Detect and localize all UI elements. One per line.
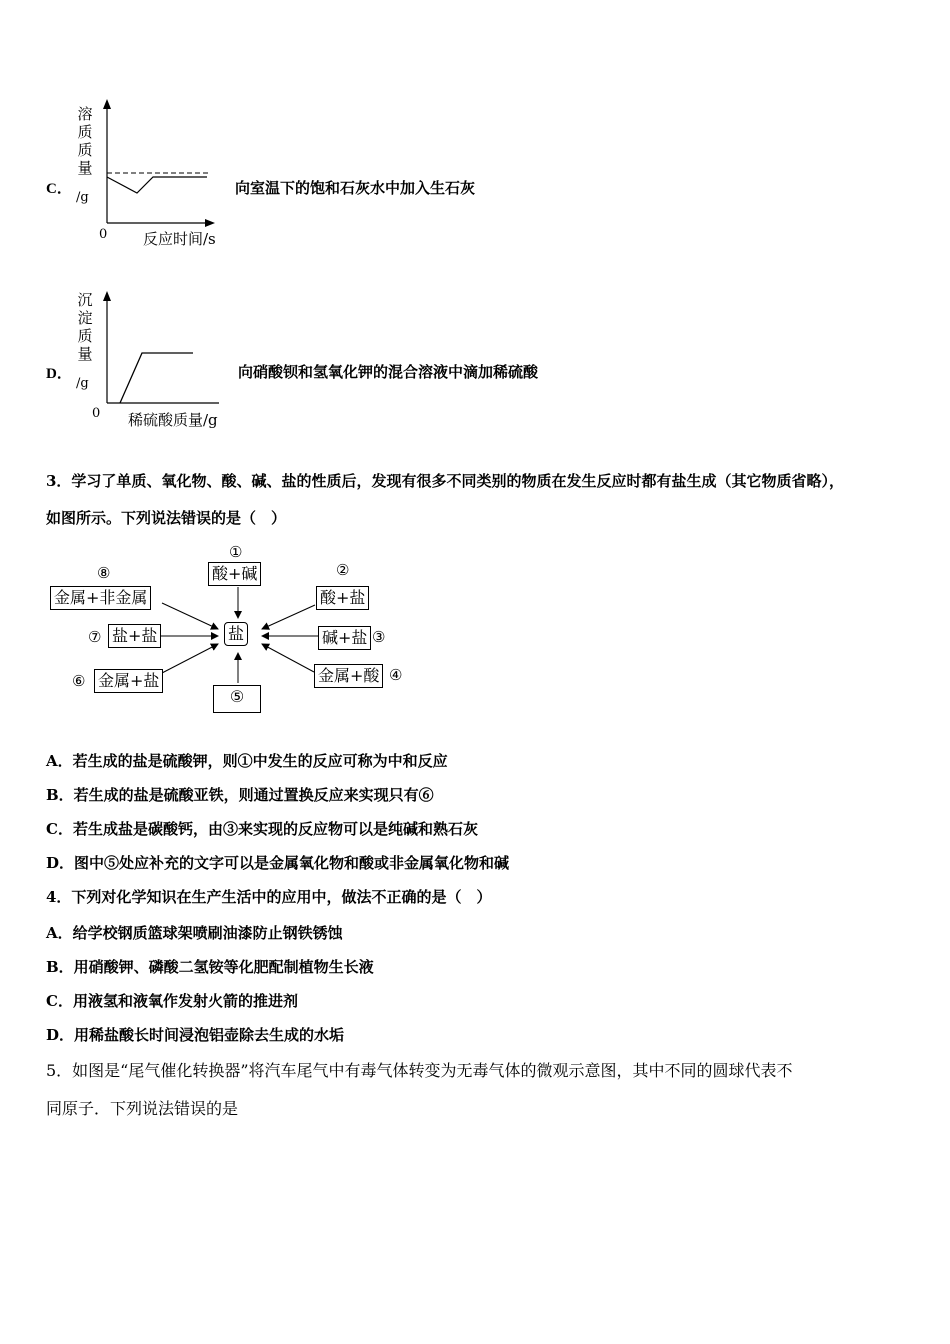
graph-d (95, 283, 225, 413)
option-c-letter: C． (46, 181, 72, 197)
box-4: 金属+酸 (314, 664, 383, 688)
arrow-2 (262, 605, 315, 629)
x-axis-label: 稀硫酸质量/g (128, 411, 218, 429)
y-axis-arrow (103, 99, 111, 109)
q4-option-c: C．用液氢和液氧作发射火箭的推进剂 (46, 992, 298, 1010)
option-d-description: 向硝酸钡和氢氧化钾的混合溶液中滴加稀硫酸 (238, 363, 539, 381)
label-4: ④ (389, 666, 403, 684)
q4-stem: 4．下列对化学知识在生产生活中的应用中，做法不正确的是（ ） (46, 888, 492, 906)
data-curve (120, 353, 193, 403)
label-6: ⑥ (72, 672, 86, 690)
label-7: ⑦ (88, 628, 102, 646)
arrow-8 (162, 603, 218, 629)
origin-label: 0 (99, 227, 108, 242)
label-2: ② (336, 561, 350, 579)
box-6: 金属+盐 (94, 669, 163, 693)
option-c-description: 向室温下的饱和石灰水中加入生石灰 (235, 179, 476, 197)
label-8: ⑧ (97, 564, 111, 582)
box-7: 盐+盐 (108, 624, 161, 648)
label-1: ① (229, 543, 243, 561)
q3-stem-line1: 3．学习了单质、氧化物、酸、碱、盐的性质后，发现有很多不同类别的物质在发生反应时都有盐生成（其它物质省略）， (46, 472, 844, 490)
q5-stem-line2: 同原子．下列说法错误的是 (46, 1099, 239, 1118)
box-8: 金属+非金属 (50, 586, 151, 610)
y-axis-label: 溶 质 质 量 (77, 105, 93, 177)
y-axis-unit: /g (76, 190, 89, 205)
q5-stem-line1: 5．如图是“尾气催化转换器”将汽车尾气中有毒气体转变为无毒气体的微观示意图，其中不同的圆球代表不 (46, 1061, 793, 1080)
q4-option-a: A．给学校钢质篮球架喷刷油漆防止钢铁锈蚀 (46, 924, 343, 942)
label-3: ③ (372, 628, 386, 646)
data-curve (107, 177, 207, 193)
q3-option-a: A．若生成的盐是硫酸钾，则①中发生的反应可称为中和反应 (46, 752, 448, 770)
q4-option-b: B．用硝酸钾、磷酸二氢铵等化肥配制植物生长液 (46, 958, 374, 976)
q4-option-d: D．用稀盐酸长时间浸泡铝壶除去生成的水垢 (46, 1026, 345, 1044)
box-5: ⑤ (213, 685, 261, 713)
y-axis-label: 沉 淀 质 量 (77, 291, 93, 363)
center-box-salt: 盐 (224, 622, 248, 646)
y-axis-unit: /g (76, 376, 89, 391)
option-c (0, 95, 600, 255)
x-axis-label: 反应时间/s (143, 230, 216, 248)
q3-option-d: D．图中⑤处应补充的文字可以是金属氧化物和酸或非金属氧化物和碱 (46, 854, 510, 872)
arrow-6 (162, 644, 218, 673)
y-axis-arrow (103, 291, 111, 301)
option-d (0, 283, 600, 443)
graph-c (95, 95, 225, 230)
box-1: 酸+碱 (208, 562, 261, 586)
origin-label: 0 (92, 406, 101, 421)
option-d-letter: D． (46, 366, 72, 382)
q3-option-b: B．若生成的盐是硫酸亚铁，则通过置换反应来实现只有⑥ (46, 786, 434, 804)
x-axis-arrow (205, 219, 215, 227)
q3-diagram (0, 540, 420, 720)
q3-stem-line2: 如图所示。下列说法错误的是（ ） (46, 509, 287, 527)
q3-option-c: C．若生成盐是碳酸钙，由③来实现的反应物可以是纯碱和熟石灰 (46, 820, 478, 838)
box-3: 碱+盐 (318, 626, 371, 650)
arrow-4 (262, 644, 314, 672)
box-2: 酸+盐 (316, 586, 369, 610)
